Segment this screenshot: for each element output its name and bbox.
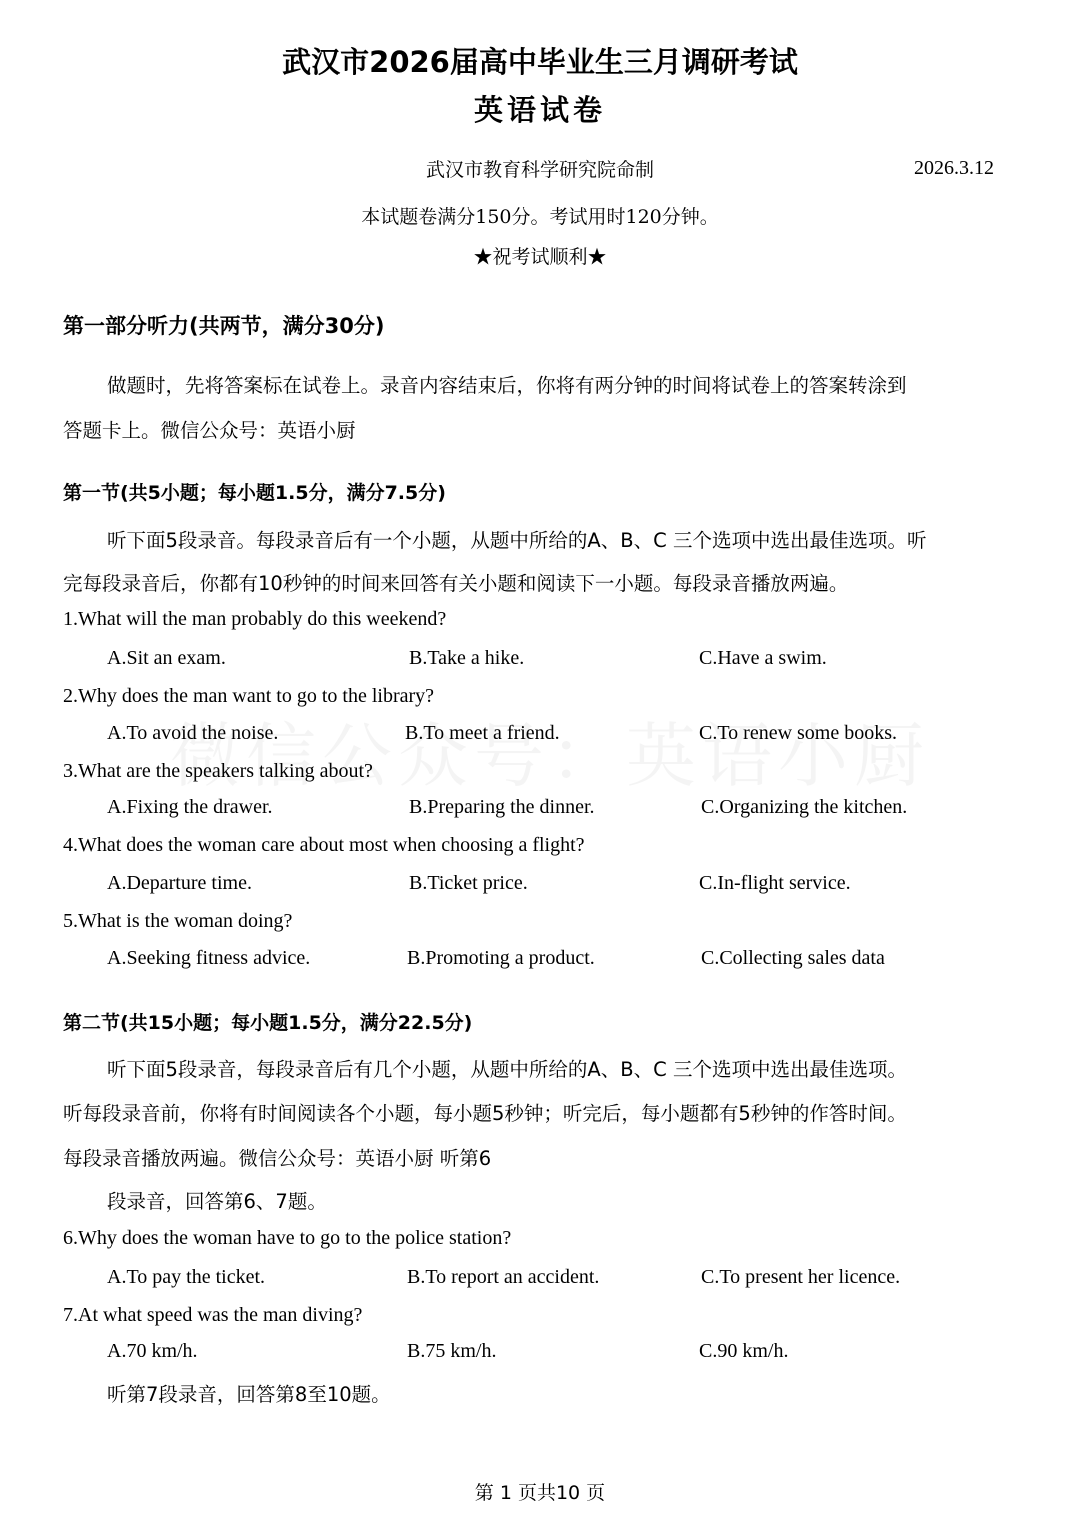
question-1: 1.What will the man probably do this weekend? <box>63 608 447 630</box>
issuer: 武汉市教育科学研究院命制 <box>425 159 654 181</box>
section1-heading: 第一节(共5小题；每小题1.5分，满分7.5分) <box>63 482 446 504</box>
question-5: 5.What is the woman doing? <box>63 910 293 932</box>
q2-option-a: A.To avoid the noise. <box>107 722 279 744</box>
q6-option-c: C.To present her licence. <box>701 1266 901 1288</box>
q1-option-b: B.Take a hike. <box>409 647 525 669</box>
q1-option-c: C.Have a swim. <box>699 647 827 669</box>
q4-option-b: B.Ticket price. <box>409 872 528 894</box>
q2-option-c: C.To renew some books. <box>699 722 898 744</box>
q6-option-a: A.To pay the ticket. <box>107 1266 265 1288</box>
section2-next-instruction: 听第7段录音，回答第8至10题。 <box>107 1383 391 1406</box>
part1-intro-line2: 答题卡上。微信公众号：英语小厨 <box>63 419 356 442</box>
section2-heading: 第二节(共15小题；每小题1.5分，满分22.5分) <box>63 1012 473 1034</box>
watermark <box>170 700 930 801</box>
q7-option-a: A.70 km/h. <box>107 1340 198 1362</box>
section1-instr-line1: 听下面5段录音。每段录音后有一个小题，从题中所给的A、B、C 三个选项中选出最佳选项。听 <box>107 529 927 552</box>
exam-subtitle: 英语试卷 <box>473 93 606 127</box>
section2-instr-line1: 听下面5段录音，每段录音后有几个小题，从题中所给的A、B、C 三个选项中选出最佳选项。 <box>107 1058 907 1081</box>
q7-option-c: C.90 km/h. <box>699 1340 789 1362</box>
section2-instr-line4: 段录音，回答第6、7题。 <box>107 1190 327 1213</box>
q3-option-b: B.Preparing the dinner. <box>409 796 595 818</box>
exam-date: 2026.3.12 <box>914 157 994 179</box>
section2-instr-line3: 每段录音播放两遍。微信公众号：英语小厨 听第6 <box>63 1147 492 1170</box>
q3-option-a: A.Fixing the drawer. <box>107 796 273 818</box>
part1-heading: 第一部分听力(共两节，满分30分) <box>63 314 385 338</box>
question-7: 7.At what speed was the man diving? <box>63 1304 363 1326</box>
question-4: 4.What does the woman care about most when choosing a flight? <box>63 834 585 856</box>
page-number: 第 1 页共10 页 <box>474 1482 606 1504</box>
q5-option-b: B.Promoting a product. <box>407 947 595 969</box>
q6-option-b: B.To report an accident. <box>407 1266 600 1288</box>
part1-intro-line1: 做题时，先将答案标在试卷上。录音内容结束后，你将有两分钟的时间将试卷上的答案转涂到 <box>107 374 907 397</box>
q5-option-c: C.Collecting sales data <box>701 947 885 969</box>
section1-instr-line2: 完每段录音后，你都有10秒钟的时间来回答有关小题和阅读下一小题。每段录音播放两遍。 <box>63 572 849 595</box>
question-6: 6.Why does the woman have to go to the police station? <box>63 1227 512 1249</box>
q1-option-a: A.Sit an exam. <box>107 647 226 669</box>
good-luck-note: ★祝考试顺利★ <box>473 246 607 268</box>
score-time-note: 本试题卷满分150分。考试用时120分钟。 <box>361 206 719 228</box>
q3-option-c: C.Organizing the kitchen. <box>701 796 908 818</box>
q4-option-a: A.Departure time. <box>107 872 252 894</box>
exam-title: 武汉市2026届高中毕业生三月调研考试 <box>282 45 798 79</box>
q2-option-b: B.To meet a friend. <box>405 722 560 744</box>
q5-option-a: A.Seeking fitness advice. <box>107 947 311 969</box>
question-2: 2.Why does the man want to go to the library? <box>63 685 435 707</box>
q4-option-c: C.In-flight service. <box>699 872 851 894</box>
question-3: 3.What are the speakers talking about? <box>63 760 373 782</box>
q7-option-b: B.75 km/h. <box>407 1340 497 1362</box>
section2-instr-line2: 听每段录音前，你将有时间阅读各个小题，每小题5秒钟；听完后，每小题都有5秒钟的作答时间。 <box>63 1102 907 1125</box>
